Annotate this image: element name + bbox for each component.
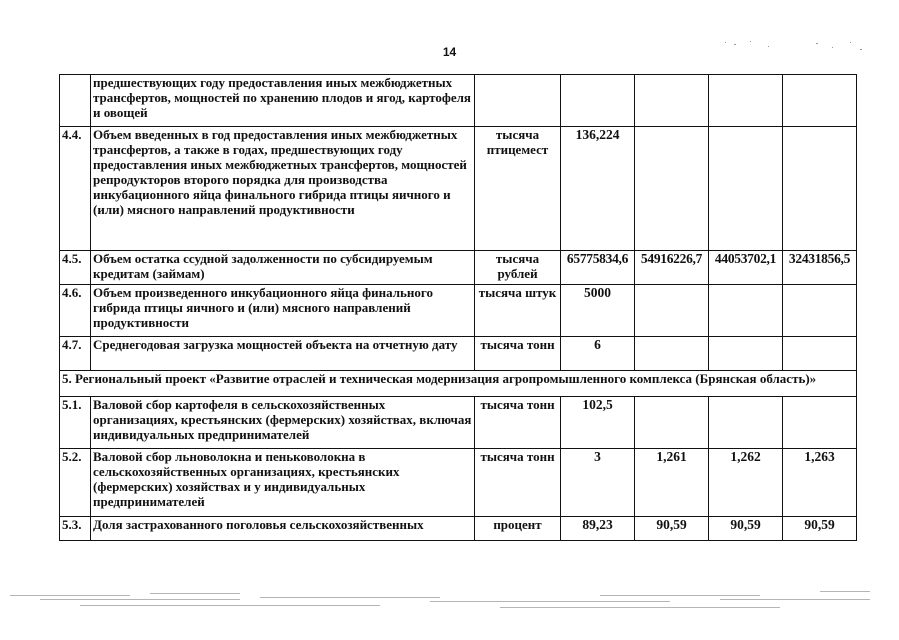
value-cell: 65775834,6 (561, 251, 635, 285)
row-number: 5.1. (60, 397, 91, 449)
table-row (60, 127, 857, 251)
scan-noise-bottom (0, 585, 899, 625)
value-cell: 102,5 (561, 397, 635, 449)
value-cell: 1,262 (709, 449, 783, 517)
unit-cell: тысяча тонн (475, 337, 561, 371)
value-cell (709, 337, 783, 371)
unit-cell: тысяча тонн (475, 449, 561, 517)
value-cell: 1,263 (783, 449, 857, 517)
value-cell: 89,23 (561, 517, 635, 541)
value-cell: 90,59 (783, 517, 857, 541)
indicator-name: Среднегодовая загрузка мощностей объекта на отчетную дату (91, 337, 475, 371)
value-cell: 5000 (561, 285, 635, 337)
unit-cell: процент (475, 517, 561, 541)
value-cell (635, 75, 709, 127)
indicator-name: Валовой сбор картофеля в сельскохозяйственных организациях, крестьянских (фермерских) хозяйствах, включая индивидуальных предпринимателей (91, 397, 475, 449)
page-number: 14 (442, 45, 457, 59)
table-row (60, 285, 857, 337)
value-cell (709, 75, 783, 127)
unit-cell (475, 75, 561, 127)
value-cell (783, 337, 857, 371)
value-cell (709, 285, 783, 337)
unit-cell: тысяча штук (475, 285, 561, 337)
row-number: 5.2. (60, 449, 91, 517)
value-cell (783, 127, 857, 251)
row-number (60, 75, 91, 127)
row-number: 4.7. (60, 337, 91, 371)
value-cell (709, 397, 783, 449)
row-number: 4.5. (60, 251, 91, 285)
value-cell: 90,59 (709, 517, 783, 541)
value-cell: 3 (561, 449, 635, 517)
indicator-name: Объем произведенного инкубационного яйца финального гибрида птицы яичного и (или) мясного направлений продуктивности (91, 285, 475, 337)
value-cell (709, 127, 783, 251)
row-number: 4.6. (60, 285, 91, 337)
value-cell (783, 75, 857, 127)
value-cell: 54916226,7 (635, 251, 709, 285)
unit-cell: тысяча тонн (475, 397, 561, 449)
table-row (60, 397, 857, 449)
value-cell: 44053702,1 (709, 251, 783, 285)
row-number: 5.3. (60, 517, 91, 541)
value-cell (635, 397, 709, 449)
indicator-name: Валовой сбор льноволокна и пеньковолокна в сельскохозяйственных организациях, крестьянских (фермерских) хозяйствах и у индивидуальных предпринимателей (91, 449, 475, 517)
unit-cell: тысяча рублей (475, 251, 561, 285)
table-row (60, 517, 857, 541)
section-row (60, 371, 857, 397)
value-cell (783, 397, 857, 449)
value-cell (783, 285, 857, 337)
value-cell (635, 285, 709, 337)
indicator-name: Объем остатка ссудной задолженности по субсидируемым кредитам (займам) (91, 251, 475, 285)
scan-noise-top (720, 38, 870, 58)
indicator-name: Доля застрахованного поголовья сельскохозяйственных (91, 517, 475, 541)
table-row (60, 449, 857, 517)
section-title: 5. Региональный проект «Развитие отраслей и техническая модернизация агропромышленного комплекса (Брянская область)» (60, 371, 857, 397)
value-cell: 90,59 (635, 517, 709, 541)
table-row (60, 251, 857, 285)
indicator-name: предшествующих году предоставления иных межбюджетных трансфертов, мощностей по хранению плодов и ягод, картофеля и овощей (91, 75, 475, 127)
value-cell: 6 (561, 337, 635, 371)
row-number: 4.4. (60, 127, 91, 251)
value-cell (635, 127, 709, 251)
indicators-table (59, 74, 857, 541)
value-cell: 32431856,5 (783, 251, 857, 285)
table-row (60, 337, 857, 371)
unit-cell: тысяча птицемест (475, 127, 561, 251)
value-cell: 1,261 (635, 449, 709, 517)
value-cell (635, 337, 709, 371)
table-row (60, 75, 857, 127)
value-cell: 136,224 (561, 127, 635, 251)
value-cell (561, 75, 635, 127)
indicator-name: Объем введенных в год предоставления иных межбюджетных трансфертов, а также в годах, предшествующих году предоставления иных межбюджетных трансфертов, мощностей репродукторов второго порядка для производства инкубационного яйца финального гибрида птицы яичного и (или) мясного направлений продуктивности (91, 127, 475, 251)
